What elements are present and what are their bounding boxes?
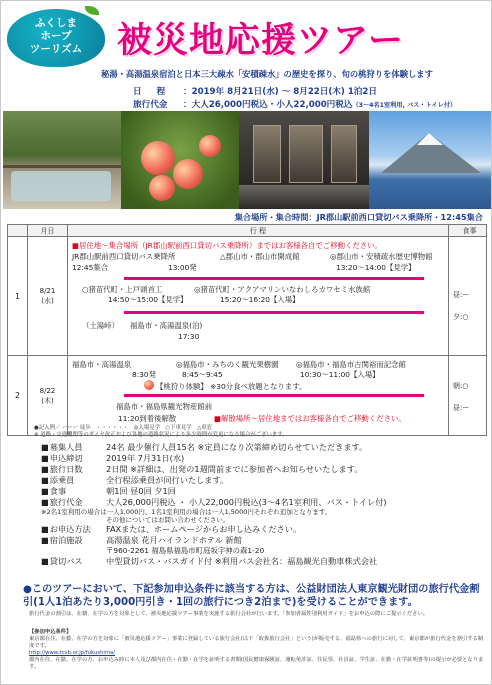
detail-row bbox=[41, 497, 481, 508]
fukushima-hope-tourism-logo bbox=[7, 9, 105, 67]
detail-row bbox=[41, 535, 481, 546]
schedule-line: 13:20～14:00【見学】 bbox=[336, 263, 416, 272]
detail-label: ■ 申込締切 bbox=[41, 453, 106, 464]
itinerary-legend bbox=[34, 425, 288, 439]
price-label: 旅行代金 bbox=[133, 100, 168, 110]
detail-label: ■ 旅行代金 bbox=[41, 497, 106, 508]
logo-line-3: ツーリズム bbox=[29, 43, 83, 55]
schedule-line: ■解散場所～居住地まではお客様各自でご移動ください。 bbox=[214, 414, 406, 423]
itinerary-day-2 bbox=[8, 356, 487, 436]
lake-mountain-photo bbox=[369, 111, 491, 209]
logo-line-1: ふくしま bbox=[35, 17, 77, 29]
day-meals bbox=[449, 356, 487, 436]
schedule-line: 8:45～9:45 bbox=[182, 370, 223, 379]
photo-strip bbox=[3, 111, 491, 209]
conditions-heading: 【参加申込条件】 bbox=[29, 629, 72, 635]
detail-row bbox=[41, 486, 481, 497]
logo-line-2: ホープ bbox=[40, 30, 72, 42]
discount-notice: ●このツアーにおいて、下記参加申込条件に該当する方は、公益財団法人東京観光財団の旅行代金割引(1人1泊あたり3,000円引き・1回の旅行につき2泊まで)を受けることができます。 bbox=[23, 584, 480, 608]
price-value: ：大人26,000円税込・小人22,000円税込 bbox=[183, 100, 353, 110]
schedule-line: ◎猪苗代町・アクアマリンいなわしろカワセミ水族館 bbox=[194, 285, 371, 294]
schedule-line: 17:30 bbox=[178, 332, 200, 341]
itinerary-table bbox=[7, 224, 487, 436]
legend-line: ※ 道路・交通機関等のダイヤ改正および各地の道路状況により多少時間が変更になる場合がございます。 bbox=[34, 432, 288, 438]
schedule-line: 【桃狩り体験】 ※30分食べ放題となります。 bbox=[156, 382, 307, 391]
header-date: 月日 bbox=[28, 225, 68, 237]
conditions-link[interactable]: http://www.tcvb.or.jp/fukushima/ bbox=[29, 650, 116, 656]
detail-label: ■ 宿泊施設 bbox=[41, 535, 106, 546]
schedule-line: 12:45集合 bbox=[72, 263, 109, 272]
schedule-line: ○猪苗代町・上戸頭首工 bbox=[82, 285, 163, 294]
detail-value: 朝1回 昼0回 夕1回 bbox=[106, 486, 176, 496]
detail-value: 高湯温泉 花月ハイランドホテル 新館 bbox=[106, 535, 242, 545]
museum-photo bbox=[239, 111, 369, 209]
schedule-line: 15:20～16:20【入場】 bbox=[220, 295, 300, 304]
meal-breakfast: 朝:○ bbox=[453, 381, 469, 390]
detail-label: ■ 食事 bbox=[41, 486, 106, 497]
application-conditions bbox=[29, 629, 487, 671]
day-date: 8/22 (木) bbox=[28, 356, 68, 436]
detail-value: 全行程添乗員が同行いたします。 bbox=[106, 475, 229, 485]
itinerary-day-1 bbox=[8, 237, 487, 356]
schedule-line: ◎福島市・みちのく観光果樹園 bbox=[176, 360, 279, 369]
date-label: 日 程 bbox=[133, 87, 172, 97]
schedule-line: 福島市・高湯温泉 bbox=[72, 360, 132, 369]
hot-spring-photo bbox=[3, 111, 121, 209]
day-number: 2 bbox=[8, 356, 28, 436]
detail-label: ■ 貸切バス bbox=[41, 556, 106, 567]
itinerary-header-row bbox=[8, 225, 487, 237]
schedule-line: 11:20到着後解散 bbox=[118, 414, 177, 423]
detail-label: ■ 添乗員 bbox=[41, 475, 106, 486]
meeting-place: 集合場所・集合時間：JR郡山駅前西口貸切バス乗降所・12:45集合 bbox=[234, 212, 483, 222]
schedule-line: △郡山市・郡山市開成館 bbox=[220, 252, 300, 261]
detail-label: ■ 旅行日数 bbox=[41, 464, 106, 475]
leaf-icon bbox=[85, 6, 99, 15]
header-meal: 食事 bbox=[449, 225, 487, 237]
detail-row bbox=[41, 524, 481, 535]
page-subtitle: 秘湯・高湯温泉宿泊と日本三大疎水「安積疎水」の歴史を探り、旬の桃狩りを体験します bbox=[101, 69, 433, 79]
detail-value: 2019年 7月31日(水) bbox=[106, 453, 185, 463]
detail-row bbox=[41, 464, 481, 475]
schedule-line: 14:50～15:00【見学】 bbox=[108, 295, 188, 304]
meal-lunch: 昼:ー bbox=[453, 291, 470, 299]
schedule-line: ◎郡山市・安積疏水歴史博物館 bbox=[330, 252, 433, 261]
schedule-line: ◎福島市・福島市古関裕而記念館 bbox=[296, 360, 406, 369]
detail-row bbox=[41, 475, 481, 486]
meal-dinner: 夕:○ bbox=[453, 313, 469, 321]
legend-line: ●記入例／ ーーー 徒歩 ・・・・・・ ◎入場見学 ○下車見学 △車窓 bbox=[34, 425, 213, 431]
page-title: 被災地応援ツアー bbox=[117, 21, 404, 61]
conditions-body-2: 都内在住、在勤、在学の方、お申込み時に本人及び都内在住・在勤・在学を証明する書類(国民健康保険証、運転免許証、住民票、社員証、学生証、在勤・在学証明書等)の提示が必要となります。 bbox=[29, 657, 484, 670]
conditions-body: 東京都在住、在勤、在学の方を対象に「被災地応援ツアー」事業に登録している旅行会社(以下「取扱旅行会社」という)が販売する、福島県への旅行に対して、東京都が旅行代金を割引する制度です。 bbox=[29, 636, 484, 649]
schedule-line: 13:00発 bbox=[168, 263, 197, 272]
price-supplement-note: ※2名1室利用の場合は一人1,000円、1名1室利用の場合は一人1,5000円それぞれ追加となります。 bbox=[41, 508, 332, 516]
date-value: ：2019年 8月21日(水) ～ 8月22日(木) 1泊2日 bbox=[183, 87, 377, 97]
peach-photo bbox=[121, 111, 239, 209]
detail-value: 24名 最少催行人員15名 ※定員になり次第締め切らせていただきます。 bbox=[106, 442, 368, 452]
detail-row bbox=[41, 453, 481, 464]
detail-value: 2日間 ※詳細は、出発の1週間前までに参加者へお知らせいたします。 bbox=[106, 464, 363, 474]
hotel-address: 〒960-2261 福島県福島市町庭坂字神の森1-20 bbox=[106, 546, 265, 555]
header-schedule: 行 程 bbox=[68, 225, 449, 237]
detail-row bbox=[41, 442, 481, 453]
schedule-dates bbox=[133, 85, 377, 97]
detail-label: ■ 募集人員 bbox=[41, 442, 106, 453]
detail-row bbox=[41, 556, 481, 567]
tour-details bbox=[41, 442, 481, 567]
peach-icon bbox=[144, 380, 154, 390]
schedule-line: ■居住地～集合場所（JR郡山駅前西口貸切バス乗降所）まではお客様各自でご移動ください。 bbox=[72, 241, 382, 250]
day-number: 1 bbox=[8, 237, 28, 356]
detail-value: FAXまたは、ホームページからお申し込みください。 bbox=[106, 524, 302, 534]
schedule-line: 10:30～11:00【入場】 bbox=[300, 370, 380, 379]
price-note: （3～4名1室利用, バス・トイレ付） bbox=[352, 102, 457, 109]
schedule-line: 福島市・福島県観光物産館前 bbox=[116, 402, 213, 411]
detail-label: ■ お申込方法 bbox=[41, 524, 106, 535]
schedule-line: （土湯峠） 福島市・高湯温泉(泊) bbox=[82, 321, 203, 330]
day-date: 8/21 (水) bbox=[28, 237, 68, 356]
tour-price bbox=[133, 98, 456, 110]
day-schedule bbox=[68, 237, 449, 356]
schedule-line: 8:30発 bbox=[132, 370, 156, 379]
day-schedule bbox=[68, 356, 449, 436]
schedule-line: JR郡山駅前西口貸切バス乗降所 bbox=[72, 252, 176, 261]
discount-notice-detail: 旅行代金の割引は、在籍、在学の方を対象として、被災地応援ツアー事業を実施する旅行会社が行います。「参加者属性別利用ガイド」をお申込の際にご提示ください。 bbox=[29, 611, 429, 617]
day-meals bbox=[449, 237, 487, 356]
meal-lunch: 昼:ー bbox=[453, 403, 470, 412]
detail-value: 中型貸切バス・バスガイド付 ※利用バス会社名：福島観光自動車株式会社 bbox=[106, 556, 378, 566]
price-inquiry-note: その他についてはお問い合わせください。 bbox=[106, 516, 230, 524]
detail-value: 大人26,000円税込 ・ 小人22,000円税込(3～4名1室利用、バス・トイレ付) bbox=[106, 497, 387, 507]
